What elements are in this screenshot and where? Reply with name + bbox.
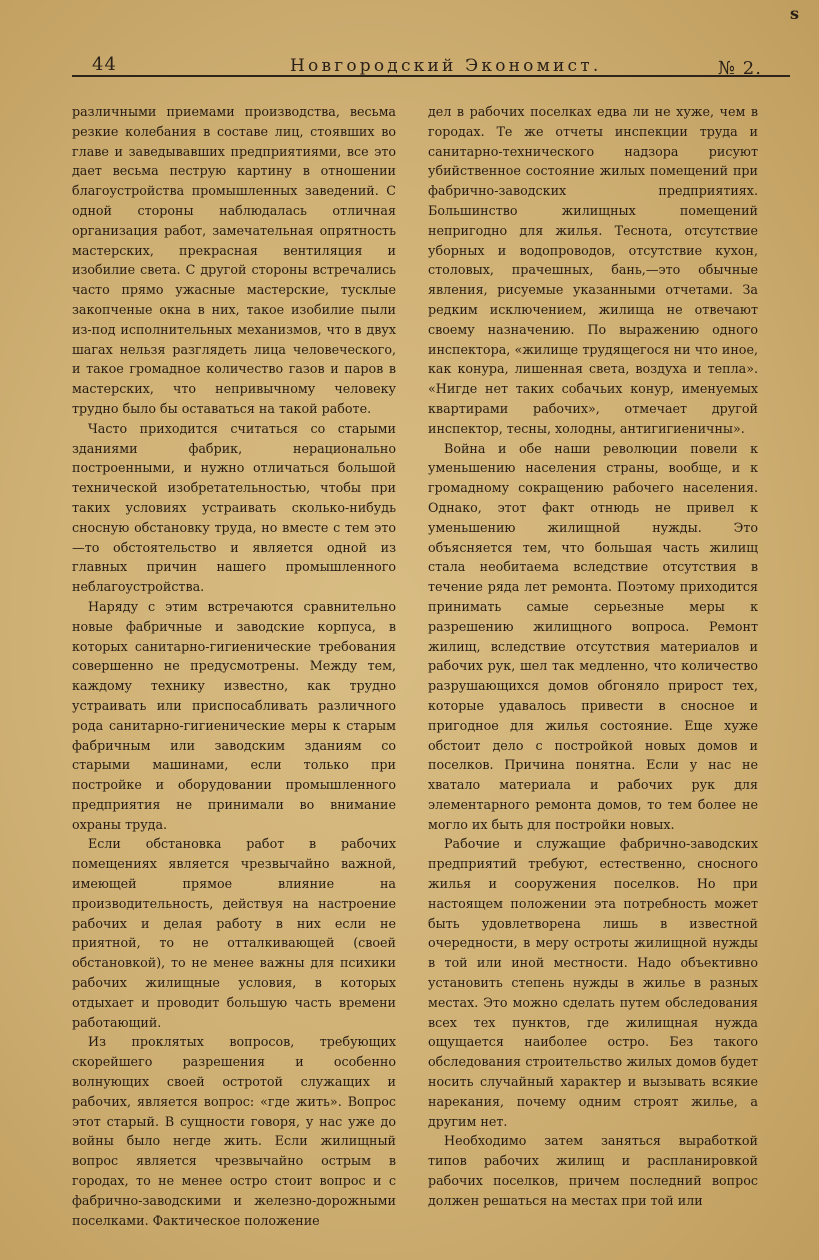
page-header (0, 44, 819, 84)
paragraph: дел в рабочих поселках едва ли не хуже, чем в городах. Те же отчеты инспекции труда и санитарно-технического надзора рисуют убийственное состояние жилых помещений при фабрично-заводских предприятиях. Большинство жилищных помещений непригодно для жилья. Теснота, отсутствие уборных и водопроводов, отсутствие кухон, столовых, прачешных, бань,—это обычные явления, рисуемые указанными отчетами. За редким исключением, жилища не отвечают своему назначению. По выражению одного инспектора, «жилище трудящегося ни что иное, как конура, лишенная света, воздуха и тепла». «Нигде нет таких собачьих конур, именуемых квартирами рабочих», отмечает другой инспектор, тесны, холодны, антигигиеничны». (428, 104, 758, 436)
paragraph: Если обстановка работ в рабочих помещениях является чрезвычайно важной, имеющей прямое влияние на производительность, действуя на настроение рабочих и делая работу в них если не приятной, то не отталкивающей (своей обстановкой), то не менее важны для психики рабочих жилищные условия, в которых отдыхает и проводит большую часть времени работающий. (72, 836, 396, 1030)
page-number: 44 (92, 54, 117, 75)
header-rule (72, 75, 790, 77)
paragraph: Необходимо затем заняться выработкой типов рабочих жилищ и распланировкой рабочих поселков, причем последний вопрос должен решаться на местах при той или (428, 1133, 758, 1208)
edge-mark: s (790, 4, 800, 23)
paragraph: Война и обе наши революции повели к уменьшению населения страны, вообще, и к громадному сокращению рабочего населения. Однако, этот факт отнюдь не привел к уменьшению жилищной нужды. Это объясняется тем, что большая часть жилищ стала необитаема вследствие отсутствия в течение ряда лет ремонта. Поэтому приходится принимать самые серьезные меры к разрешению жилищного вопроса. Ремонт жилищ, вследствие отсутствия материалов и рабочих рук, шел так медленно, что количество разрушающихся домов обгоняло прирост тех, которые удавалось привести в сносное и пригодное для жилья состояние. Еще хуже обстоит дело с постройкой новых домов и поселков. Причина понятна. Если у нас не хватало материала и рабочих рук для элементарного ремонта домов, то тем более не могло их быть для постройки новых. (428, 440, 758, 832)
paragraph: Наряду с этим встречаются сравнительно новые фабричные и заводские корпуса, в которых санитарно-гигиенические требования совершенно не предусмотрены. Между тем, каждому технику известно, как трудно устраивать или приспосабливать различного рода санитарно-гигиенические меры к старым фабричным или заводским зданиям со старыми машинами, если только при постройке и оборудовании промышленного предприятия не принимали во внимание охраны труда. (72, 598, 396, 832)
paragraph: Из проклятых вопросов, требующих скорейшего разрешения и особенно волнующих своей остротой служащих и рабочих, является вопрос: «где жить». Вопрос этот старый. В сущности говоря, у нас уже до войны было негде жить. Если жилищный вопрос является чрезвычайно острым в городах, то не менее остро стоит вопрос и с фабрично-заводскими и железно-дорожными поселками. Фактическое положение (72, 1034, 396, 1228)
paragraph: Рабочие и служащие фабрично-заводских предприятий требуют, естественно, сносного жилья и сооружения поселков. Но при настоящем положении эта потребность может быть удовлетворена лишь в известной очередности, в меру остроты жилищной нужды в той или иной местности. Надо объективно установить степень нужды в жилье в разных местах. Это можно сделать путем обследования всех тех пунктов, где жилищная нужда ощущается наиболее остро. Без такого обследования строительство жилых домов будет носить случайный характер и вызывать всякие нарекания, почему одним строят жилье, а другим нет. (428, 836, 758, 1129)
left-column (72, 102, 396, 1230)
paragraph: различными приемами производства, весьма резкие колебания в составе лиц, стоявших во главе и заведывавших предприятиями, все это дает весьма пеструю картину в отношении благоустройства промышленных заведений. С одной стороны наблюдалась отличная организация работ, замечательная опрятность мастерских, прекрасная вентиляция и изобилие света. С другой стороны встречались часто прямо ужасные мастерские, тусклые закопченые окна в них, такое изобилие пыли из-под исполнительных механизмов, что в двух шагах нельзя разглядеть лица человеческого, и такое громадное количество газов и паров в мастерских, что непривычному человеку трудно было бы оставаться на такой работе. (72, 104, 396, 416)
paragraph: Часто приходится считаться со старыми зданиями фабрик, нерационально построенными, и нужно отличаться большой технической изобретательностью, чтобы при таких условиях устраивать сколько-нибудь сносную обстановку труда, но вместе с тем это—то обстоятельство и является одной из главных причин нашего промышленного неблагоустройства. (72, 420, 396, 595)
journal-title: Новгородский Экономист. (290, 56, 602, 76)
issue-number: № 2. (718, 58, 762, 79)
right-column (428, 102, 758, 1211)
